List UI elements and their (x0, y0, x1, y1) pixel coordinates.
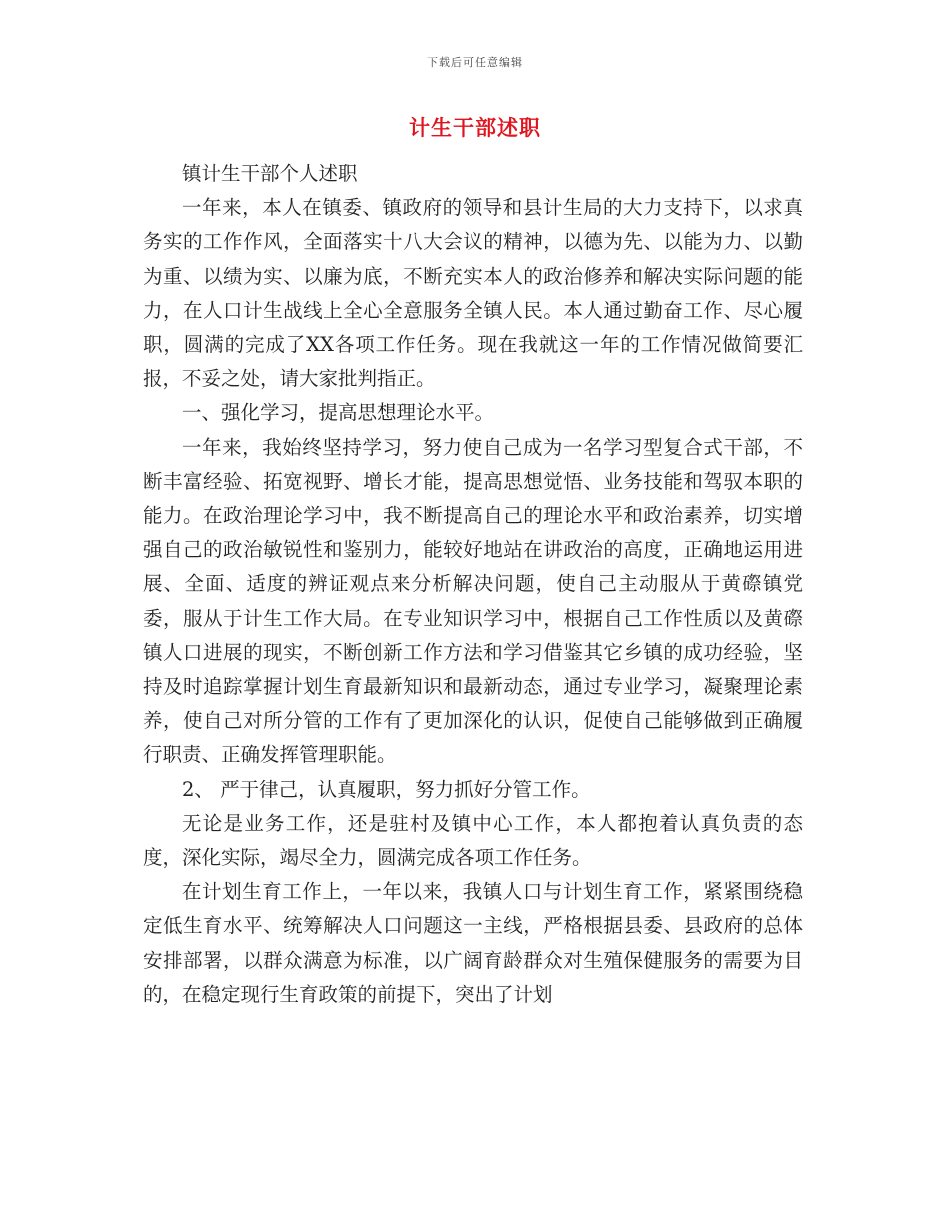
section-heading-2: 2、 严于律己，认真履职，努力抓好分管工作。 (182, 777, 591, 801)
paragraph-family-planning: 在计划生育工作上，一年以来，我镇人口与计划生育工作，紧紧围绕稳定低生育水平、统筹解决人口问题这一主线，严格根据县委、县政府的总体安排部署，以群众满意为标准，以广阔育龄群众对生殖保健服务的需要为目的，在稳定现行生育政策的前提下，突出了计划 (143, 880, 803, 1006)
document-title: 计生干部述职 (409, 115, 541, 140)
section-heading-1: 一、强化学习，提高思想理论水平。 (182, 401, 495, 425)
document-body (143, 157, 803, 1012)
header-note: 下载后可任意编辑 (427, 56, 523, 69)
paragraph-duty: 无论是业务工作，还是驻村及镇中心工作，本人都抱着认真负责的态度，深化实际，竭尽全力，圆满完成各项工作任务。 (143, 811, 803, 870)
paragraph-study: 一年来，我始终坚持学习，努力使自己成为一名学习型复合式干部，不断丰富经验、拓宽视野、增长才能，提高思想觉悟、业务技能和驾驭本职的能力。在政治理论学习中，我不断提高自己的理论水平和政治素养，切实增强自己的政治敏锐性和鉴别力，能较好地站在讲政治的高度，正确地运用进展、全面、适度的辨证观点来分析解决问题，使自己主动服从于黄磜镇党委，服从于计生工作大局。在专业知识学习中，根据自己工作性质以及黄磜镇人口进展的现实，不断创新工作方法和学习借鉴其它乡镇的成功经验，坚持及时追踪掌握计划生育最新知识和最新动态，通过专业学习，凝聚理论素养，使自己对所分管的工作有了更加深化的认识，促使自己能够做到正确履行职责、正确发挥管理职能。 (143, 435, 803, 767)
paragraph-subtitle: 镇计生干部个人述职 (182, 162, 358, 185)
paragraph-intro: 一年来，本人在镇委、镇政府的领导和县计生局的大力支持下，以求真务实的工作作风，全面落实十八大会议的精神，以德为先、以能为力、以勤为重、以绩为实、以廉为底，不断充实本人的政治修养和解决实际问题的能力，在人口计生战线上全心全意服务全镇人民。本人通过勤奋工作、尽心履职，圆满的完成了XX各项工作任务。现在我就这一年的工作情况做简要汇报，不妥之处，请大家批判指正。 (143, 196, 803, 391)
